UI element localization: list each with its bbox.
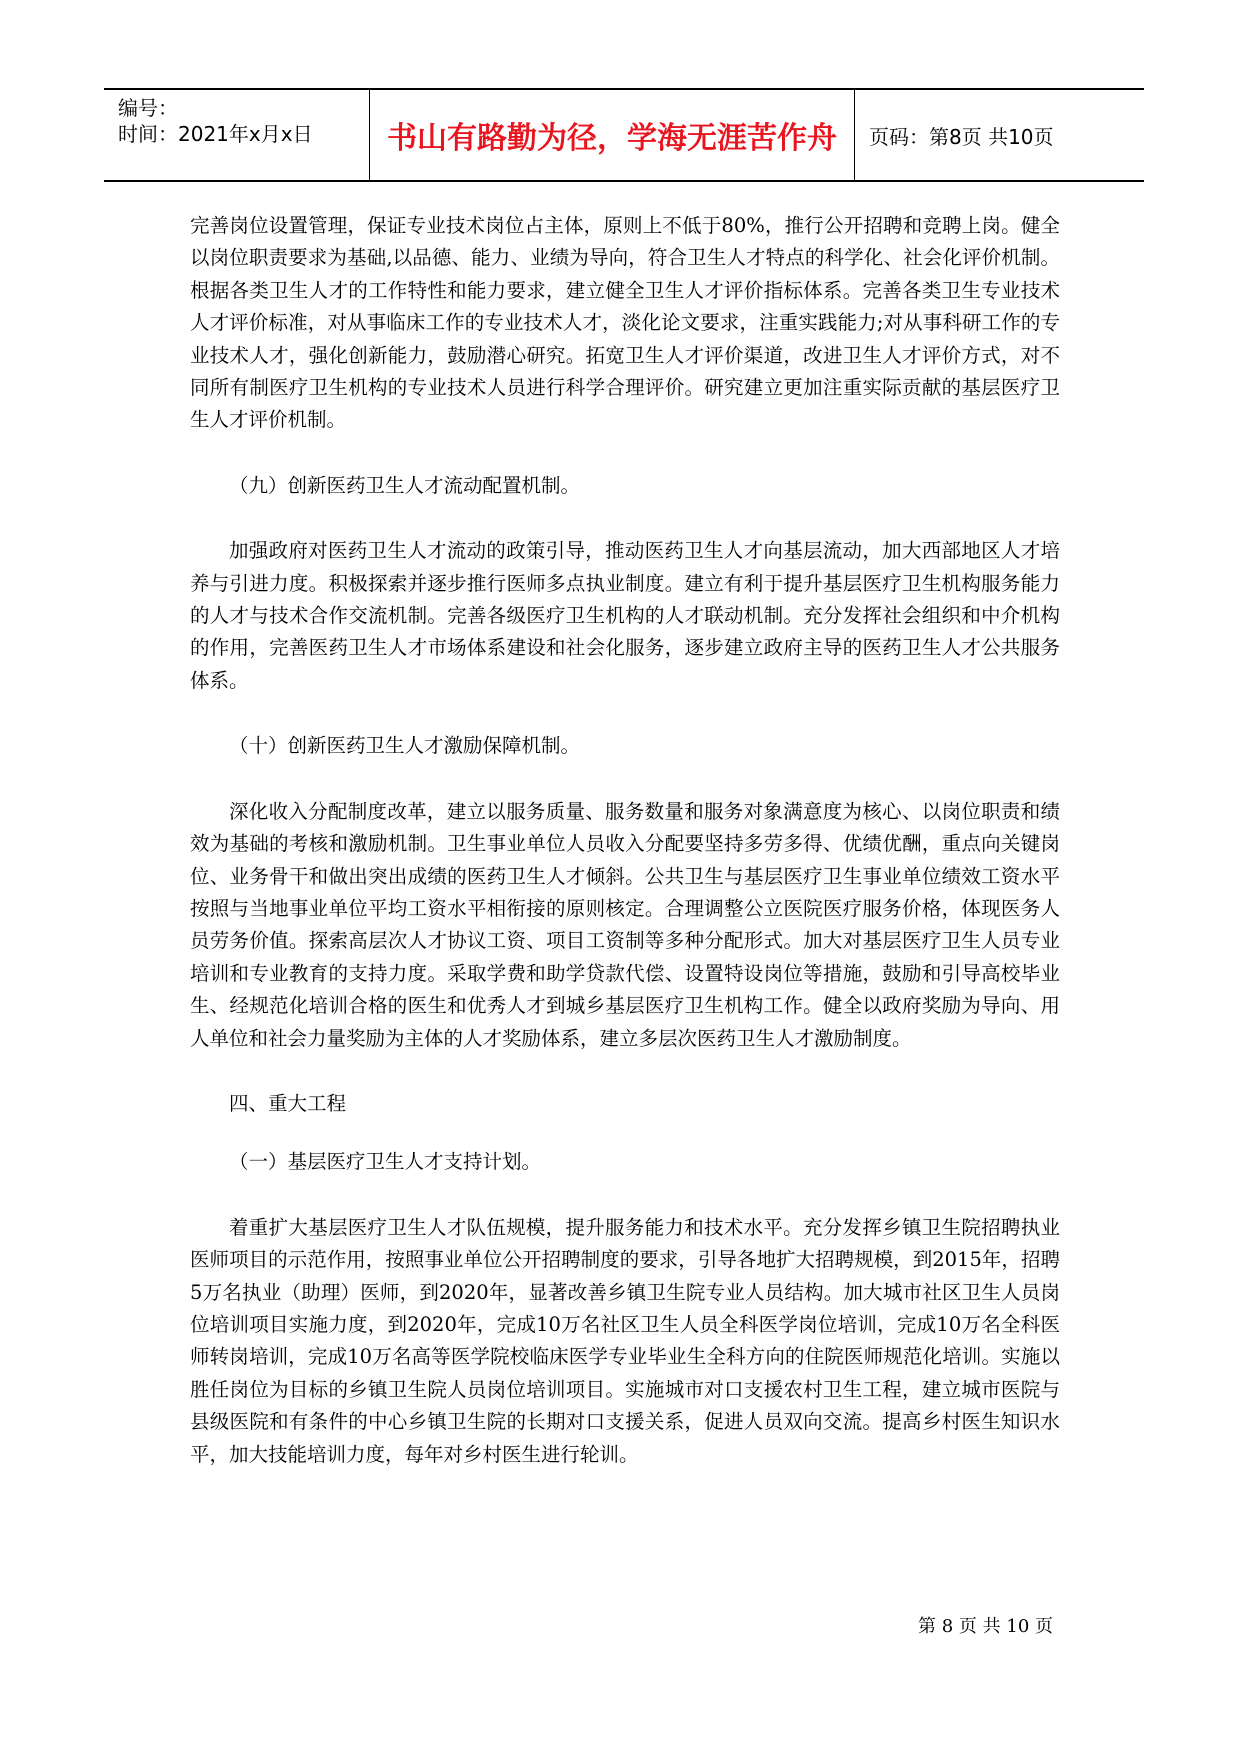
- body-paragraph: 加强政府对医药卫生人才流动的政策引导，推动医药卫生人才向基层流动，加大西部地区人才培养与引进力度。积极探索并逐步推行医师多点执业制度。建立有利于提升基层医疗卫生机构服务能力的人才与技术合作交流机制。完善各级医疗卫生机构的人才联动机制。充分发挥社会组织和中介机构的作用，完善医药卫生人才市场体系建设和社会化服务，逐步建立政府主导的医药卫生人才公共服务体系。: [190, 539, 1060, 692]
- document-number-label: 编号：: [118, 96, 178, 120]
- document-date-label: 时间：2021年x月x日: [118, 122, 313, 146]
- body-paragraph: 完善岗位设置管理，保证专业技术岗位占主体，原则上不低于80%，推行公开招聘和竞聘上岗。健全以岗位职责要求为基础,以品德、能力、业绩为导向，符合卫生人才特点的科学化、社会化评价机制。根据各类卫生人才的工作特性和能力要求，建立健全卫生人才评价指标体系。完善各类卫生专业技术人才评价标准，对从事临床工作的专业技术人才，淡化论文要求，注重实践能力;对从事科研工作的专业技术人才，强化创新能力，鼓励潜心研究。拓宽卫生人才评价渠道，改进卫生人才评价方式，对不同所有制医疗卫生机构的专业技术人员进行科学合理评价。研究建立更加注重实际贡献的基层医疗卫生人才评价机制。: [190, 214, 1060, 432]
- header-page-info: 页码：第8页 共10页: [869, 124, 1054, 149]
- section-heading-9: （九）创新医药卫生人才流动配置机制。: [229, 473, 581, 497]
- section-heading-1: （一）基层医疗卫生人才支持计划。: [229, 1150, 542, 1174]
- page-footer: 第 8 页 共 10 页: [918, 1616, 1053, 1637]
- body-paragraph: 深化收入分配制度改革，建立以服务质量、服务数量和服务对象满意度为核心、以岗位职责和绩效为基础的考核和激励机制。卫生事业单位人员收入分配要坚持多劳多得、优绩优酬，重点向关键岗位、业务骨干和做出突出成绩的医药卫生人才倾斜。公共卫生与基层医疗卫生事业单位绩效工资水平按照与当地事业单位平均工资水平相衔接的原则核定。合理调整公立医院医疗服务价格，体现医务人员劳务价值。探索高层次人才协议工资、项目工资制等多种分配形式。加大对基层医疗卫生人员专业培训和专业教育的支持力度。采取学费和助学贷款代偿、设置特设岗位等措施，鼓励和引导高校毕业生、经规范化培训合格的医生和优秀人才到城乡基层医疗卫生机构工作。健全以政府奖励为导向、用人单位和社会力量奖励为主体的人才奖励体系，建立多层次医药卫生人才激励制度。: [190, 799, 1060, 1050]
- header-left-cell: [104, 90, 369, 180]
- chapter-heading-4: 四、重大工程: [229, 1091, 347, 1115]
- body-paragraph: 着重扩大基层医疗卫生人才队伍规模，提升服务能力和技术水平。充分发挥乡镇卫生院招聘执业医师项目的示范作用，按照事业单位公开招聘制度的要求，引导各地扩大招聘规模，到2015年，招聘5万名执业（助理）医师，到2020年，显著改善乡镇卫生院专业人员结构。加大城市社区卫生人员岗位培训项目实施力度，到2020年，完成10万名社区卫生人员全科医学岗位培训，完成10万名全科医师转岗培训，完成10万名高等医学院校临床医学专业毕业生全科方向的住院医师规范化培训。实施以胜任岗位为目标的乡镇卫生院人员岗位培训项目。实施城市对口支援农村卫生工程，建立城市医院与县级医院和有条件的中心乡镇卫生院的长期对口支援关系，促进人员双向交流。提高乡村医生知识水平，加大技能培训力度，每年对乡村医生进行轮训。: [190, 1215, 1060, 1466]
- section-heading-10: （十）创新医药卫生人才激励保障机制。: [229, 734, 581, 758]
- header-slogan: 书山有路勤为径，学海无涯苦作舟: [369, 90, 855, 180]
- page-header: [104, 88, 1144, 182]
- document-body: [190, 210, 1060, 1471]
